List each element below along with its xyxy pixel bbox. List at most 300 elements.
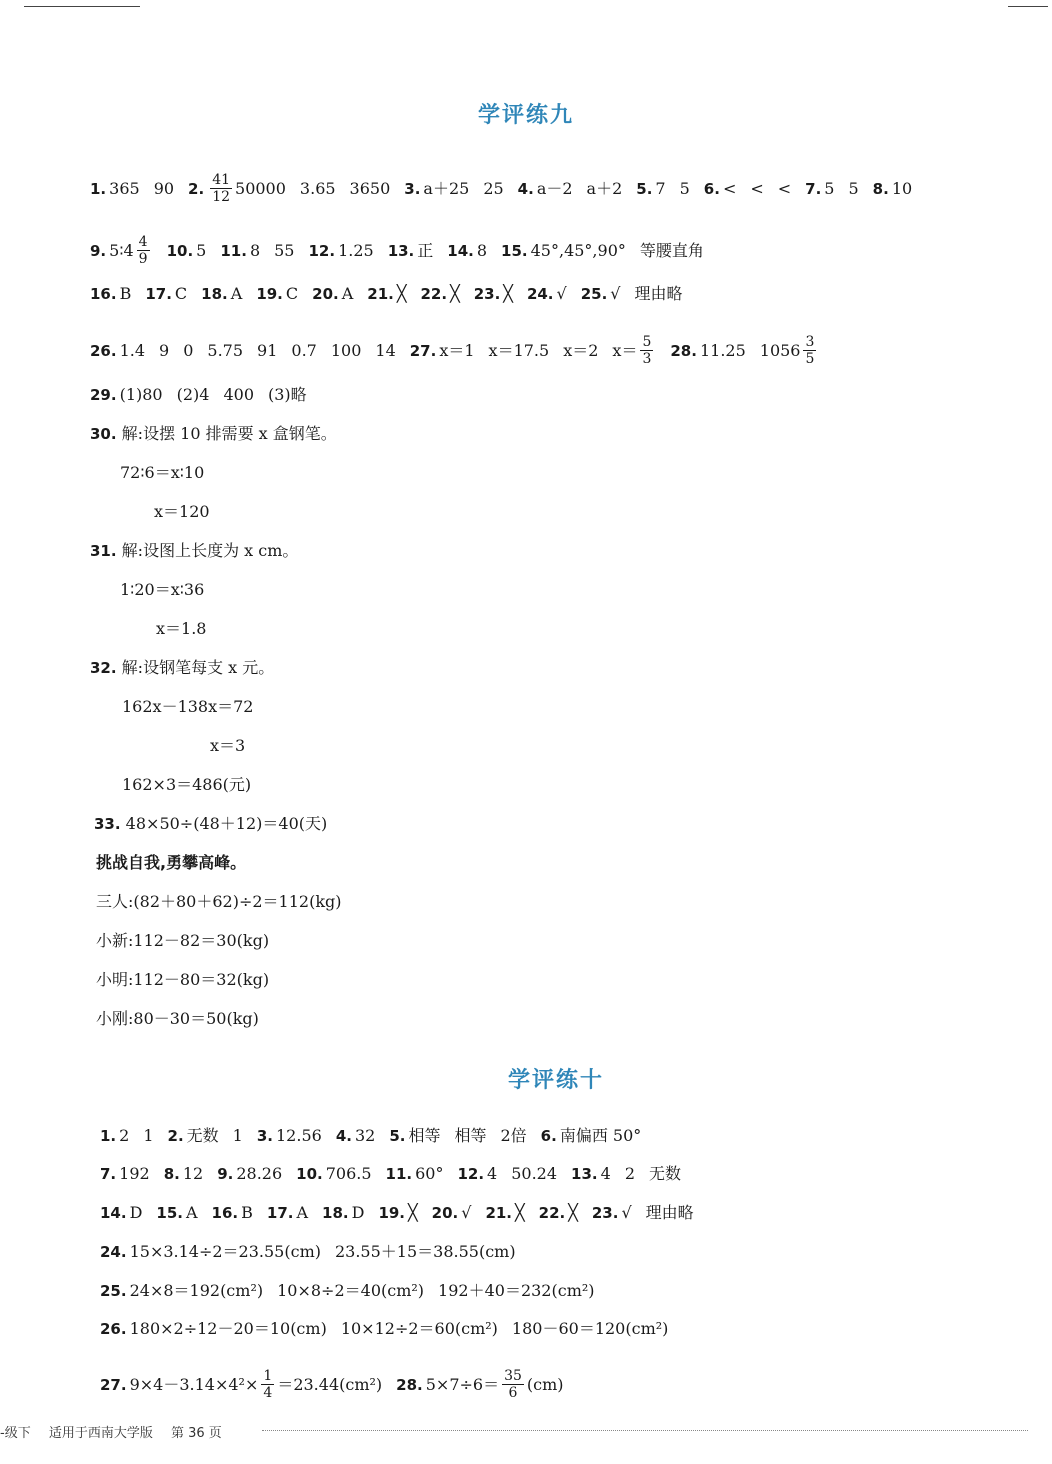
answer-values — [119, 1164, 150, 1184]
answer-item — [164, 1164, 204, 1184]
question-number: 16. — [211, 1204, 239, 1222]
answer-value: D — [351, 1203, 365, 1222]
answer-item — [501, 241, 704, 261]
answer-value: 25 — [483, 178, 504, 198]
answer-values — [130, 1203, 143, 1223]
question-number: 19. — [256, 285, 283, 303]
answer-value: 8 — [249, 240, 261, 260]
answer-values — [183, 1164, 203, 1184]
problem-step: x＝3 — [210, 736, 246, 755]
fraction — [640, 334, 653, 367]
fraction — [502, 1368, 524, 1401]
question-number: 21. — [367, 285, 394, 303]
answer-value: 14 — [375, 340, 396, 360]
question-number: 16. — [90, 285, 117, 303]
answer-values — [352, 1203, 365, 1223]
answer-item — [539, 1203, 578, 1223]
answer-item — [312, 284, 353, 304]
answer-value: (2)4 — [176, 385, 210, 404]
answer-line — [100, 1242, 530, 1262]
question-number: 25. — [580, 285, 608, 303]
answer-value: 180×2÷12－20＝10(cm) — [129, 1319, 327, 1338]
question-number: 23. — [591, 1204, 619, 1222]
answer-item — [100, 1242, 516, 1262]
answer-values — [568, 1203, 578, 1223]
answer-value: √ — [461, 1203, 472, 1222]
challenge-title: 挑战自我,勇攀高峰。 — [96, 853, 247, 872]
answer-values — [241, 1203, 253, 1223]
answer-item — [90, 385, 307, 405]
answer-value: D — [129, 1203, 143, 1222]
answer-value: 90 — [153, 178, 175, 198]
question-number: 20. — [431, 1204, 459, 1222]
problem-31 — [90, 541, 298, 561]
answer-value: 南偏西 50° — [559, 1126, 642, 1145]
answer-item — [217, 1164, 282, 1184]
answer-line — [90, 172, 926, 205]
answer-line — [100, 1203, 708, 1223]
answer-item — [296, 1164, 371, 1184]
answer-line — [100, 1164, 695, 1184]
answer-value: 9×4－3.14×4²× — [129, 1374, 259, 1394]
answer-value: 60° — [415, 1164, 444, 1183]
answer-item — [378, 1203, 417, 1223]
answer-item — [389, 1126, 526, 1146]
challenge-line: 三人:(82＋80＋62)÷2＝112(kg) — [96, 892, 342, 911]
answer-values — [186, 1203, 198, 1223]
answer-line — [90, 334, 833, 367]
question-number: 24. — [526, 285, 554, 303]
answer-value: 45°,45°,90° — [530, 240, 626, 260]
question-number: 11. — [220, 241, 247, 260]
answer-line — [100, 1319, 682, 1339]
answer-value: C — [174, 284, 188, 303]
answer-values — [236, 1164, 282, 1184]
answer-item — [100, 1368, 382, 1401]
answer-values — [286, 284, 298, 304]
fraction — [261, 1368, 274, 1401]
answer-item — [336, 1126, 376, 1146]
answer-value: 23.55＋15＝38.55(cm) — [334, 1242, 516, 1261]
answer-value: < — [750, 178, 764, 198]
answer-value: 无数 — [186, 1126, 219, 1145]
answer-item — [636, 179, 690, 199]
challenge-line: 小刚:80－30＝50(kg) — [96, 1009, 259, 1028]
fraction-denominator: 5 — [805, 351, 815, 367]
question-number: 29. — [90, 386, 117, 404]
answer-value: a＋25 — [423, 178, 470, 198]
question-number: 3. — [404, 179, 421, 198]
answer-item — [145, 284, 187, 304]
answer-values — [342, 284, 354, 304]
answer-value: 4 — [487, 1164, 498, 1183]
answer-item — [220, 241, 294, 261]
answer-value: 50.24 — [511, 1164, 558, 1183]
answer-value: 无数 — [649, 1164, 682, 1183]
answer-values — [655, 179, 689, 199]
answer-value: 4 — [600, 1164, 611, 1183]
answer-tail: ＝23.44(cm²) — [277, 1374, 383, 1394]
answer-values — [397, 284, 407, 304]
answer-item — [396, 1368, 563, 1401]
answer-value: √ — [621, 1203, 632, 1222]
answer-item — [457, 1164, 557, 1184]
answer-item — [367, 284, 406, 304]
question-number: 23. — [473, 285, 501, 303]
answer-value: 相等 — [454, 1126, 487, 1145]
answer-values — [338, 241, 374, 261]
answer-value: 理由略 — [634, 284, 683, 303]
page-footer — [0, 1422, 236, 1441]
answer-value: 5 — [848, 178, 859, 198]
fraction-denominator: 9 — [138, 251, 148, 267]
footer-page: 第 36 页 — [171, 1426, 222, 1441]
answer-value: 706.5 — [325, 1164, 372, 1183]
answer-value: 1 — [143, 1126, 154, 1145]
question-number: 28. — [396, 1375, 423, 1394]
fraction-numerator: 41 — [212, 172, 231, 188]
question-number: 9. — [90, 241, 107, 260]
question-number: 2. — [167, 1127, 184, 1145]
answer-value: 0.7 — [291, 340, 317, 360]
question-number: 6. — [703, 179, 720, 198]
answer-item — [474, 284, 513, 304]
answer-value: (1)80 — [119, 385, 163, 404]
answer-value: ╳ — [396, 284, 407, 303]
answer-line — [100, 1368, 578, 1401]
answer-values — [276, 1126, 322, 1146]
answer-value: 3.65 — [299, 178, 336, 198]
answer-value: 5×7÷6＝ — [425, 1374, 500, 1394]
answer-value: 5∶4 — [109, 240, 134, 260]
answer-values — [408, 1126, 526, 1146]
answer-value: 192＋40＝232(cm²) — [438, 1281, 595, 1300]
question-number: 27. — [100, 1375, 127, 1394]
question-number: 11. — [385, 1165, 413, 1183]
answer-values — [601, 1164, 681, 1184]
answer-value: 50000 — [235, 178, 286, 198]
question-number: 17. — [266, 1204, 294, 1222]
question-number: 8. — [163, 1165, 180, 1183]
answer-value: B — [241, 1203, 253, 1222]
answer-values — [109, 241, 134, 261]
question-number: 9. — [217, 1165, 234, 1183]
answer-item — [267, 1203, 308, 1223]
question-number: 5. — [389, 1127, 406, 1145]
answer-values — [120, 341, 396, 361]
answer-values — [892, 179, 912, 199]
answer-item — [432, 1203, 472, 1223]
answer-value: x＝1 — [439, 340, 475, 360]
answer-item — [421, 284, 460, 304]
answer-line — [100, 1281, 609, 1301]
answer-value: A — [230, 284, 243, 303]
answer-item — [541, 1126, 642, 1146]
question-number: 27. — [409, 341, 437, 360]
answer-item — [581, 284, 683, 304]
answer-value: 10 — [891, 178, 913, 198]
answer-value: A — [341, 284, 354, 303]
answer-item — [518, 179, 623, 199]
answer-item — [90, 234, 153, 267]
question-number: 14. — [447, 241, 474, 260]
answer-value: 2 — [119, 1126, 130, 1145]
answer-item — [386, 1164, 444, 1184]
answer-values — [187, 1126, 243, 1146]
problem-step: 1∶20＝x∶36 — [120, 580, 205, 599]
answer-value: 相等 — [408, 1126, 441, 1145]
question-number: 10. — [166, 241, 194, 260]
answer-values — [326, 1164, 372, 1184]
fraction-denominator: 3 — [642, 351, 652, 367]
answer-item — [592, 1203, 694, 1223]
answer-value: 7 — [655, 178, 666, 198]
answer-value: 1.4 — [119, 340, 146, 360]
answer-values — [250, 241, 295, 261]
answer-item — [167, 241, 207, 261]
problem-number: 31. — [90, 542, 117, 560]
fraction-denominator: 6 — [508, 1385, 518, 1401]
answer-values — [723, 179, 791, 199]
answer-value: ╳ — [408, 1203, 418, 1222]
question-number: 8. — [872, 179, 889, 198]
answer-value: ╳ — [450, 284, 460, 303]
question-number: 17. — [145, 285, 172, 303]
answer-value: √ — [610, 284, 621, 303]
answer-value: 91 — [257, 340, 278, 360]
answer-value: < — [777, 178, 792, 198]
answer-values — [557, 284, 567, 304]
answer-values — [235, 179, 390, 199]
question-number: 15. — [156, 1204, 183, 1222]
footer-dotted-rule — [262, 1430, 1028, 1431]
answer-value: 10×12÷2＝60(cm²) — [340, 1319, 498, 1338]
answer-item — [308, 241, 373, 261]
footer-grade: -级下 — [0, 1426, 31, 1441]
answer-value: ╳ — [515, 1203, 525, 1222]
answer-value: 5 — [824, 178, 835, 198]
question-number: 14. — [100, 1204, 127, 1222]
answer-value: ╳ — [503, 284, 513, 303]
answer-item — [168, 1126, 243, 1146]
question-number: 26. — [100, 1320, 127, 1338]
answer-value: 180－60＝120(cm²) — [511, 1319, 669, 1338]
answer-item — [527, 284, 567, 304]
problem-32 — [90, 658, 274, 678]
problem-step: x＝120 — [154, 502, 210, 521]
problem-number: 33. — [94, 815, 121, 833]
question-number: 4. — [335, 1127, 352, 1145]
question-number: 25. — [100, 1282, 127, 1300]
answer-value: a＋2 — [586, 178, 623, 198]
answer-values — [450, 284, 460, 304]
answer-values — [408, 1203, 418, 1223]
answer-value: 等腰直角 — [639, 240, 704, 260]
answer-values — [503, 284, 513, 304]
answer-value: 1056 — [759, 340, 801, 360]
answer-values — [487, 1164, 557, 1184]
answer-item — [90, 179, 174, 199]
answer-values — [130, 1375, 259, 1395]
answer-line — [90, 385, 321, 405]
question-number: 18. — [201, 285, 228, 303]
question-number: 28. — [670, 341, 697, 360]
answer-values — [130, 1242, 516, 1262]
answer-value: < — [722, 178, 737, 198]
answer-item — [256, 284, 298, 304]
answer-value: √ — [556, 284, 567, 303]
top-rule-right — [1008, 6, 1048, 7]
answer-value: B — [119, 284, 132, 303]
answer-values — [130, 1281, 595, 1301]
answer-value: 12.56 — [276, 1126, 322, 1145]
answer-values — [426, 1375, 499, 1395]
answer-value: ╳ — [568, 1203, 578, 1222]
problem-step: x＝1.8 — [156, 619, 207, 638]
answer-item — [322, 1203, 364, 1223]
answer-line — [100, 1126, 655, 1146]
answer-values — [109, 179, 174, 199]
answer-value: (3)略 — [268, 385, 307, 404]
problem-number: 32. — [90, 659, 117, 677]
answer-value: 28.26 — [236, 1164, 283, 1183]
answer-value: 0 — [183, 340, 194, 360]
answer-item — [670, 334, 819, 367]
question-number: 12. — [457, 1165, 485, 1183]
answer-item — [571, 1164, 681, 1184]
answer-values — [537, 179, 622, 199]
fraction — [803, 334, 816, 367]
problem-number: 30. — [90, 425, 117, 443]
fraction-numerator: 35 — [504, 1368, 522, 1384]
problem-step: 72∶6＝x∶10 — [120, 463, 205, 482]
answer-value: 2 — [624, 1164, 635, 1183]
answer-value: 正 — [417, 240, 434, 260]
answer-item — [100, 1319, 668, 1339]
answer-value: 3650 — [349, 178, 391, 198]
section-title-1: 学评练九 — [477, 103, 574, 128]
answer-item — [156, 1203, 197, 1223]
answer-values — [439, 341, 637, 361]
answer-values — [531, 241, 704, 261]
question-number: 13. — [387, 241, 415, 260]
answer-line — [90, 284, 697, 304]
problem-head: 解:设图上长度为 x cm。 — [121, 541, 299, 560]
fraction-denominator: 12 — [212, 189, 231, 205]
problem-33 — [94, 814, 327, 834]
answer-item — [485, 1203, 524, 1223]
answer-value: 1 — [232, 1126, 243, 1145]
answer-item — [404, 179, 503, 199]
question-number: 2. — [188, 179, 205, 198]
answer-item — [100, 1164, 150, 1184]
answer-values — [515, 1203, 525, 1223]
answer-value: x＝17.5 — [488, 340, 550, 360]
answer-values — [355, 1126, 375, 1146]
answer-value: C — [285, 284, 299, 303]
top-rule-left — [24, 6, 140, 7]
answer-value: 100 — [330, 340, 362, 360]
answer-values — [196, 241, 206, 261]
answer-values — [610, 284, 682, 304]
answer-value: 5 — [196, 240, 207, 260]
answer-values — [417, 241, 433, 261]
question-number: 3. — [256, 1127, 273, 1145]
footer-edition: 适用于西南大学版 — [48, 1426, 153, 1441]
answer-item — [212, 1203, 253, 1223]
answer-values — [461, 1203, 471, 1223]
answer-item — [188, 172, 390, 205]
problem-step: 162x－138x＝72 — [122, 697, 254, 716]
fraction-numerator: 3 — [805, 334, 815, 350]
question-number: 18. — [322, 1204, 349, 1222]
question-number: 5. — [636, 179, 653, 198]
question-number: 1. — [100, 1127, 117, 1145]
answer-value: A — [185, 1203, 198, 1222]
answer-value: 1.25 — [338, 240, 374, 260]
answer-value: 8 — [476, 240, 488, 260]
question-number: 22. — [420, 285, 448, 303]
answer-values — [477, 241, 487, 261]
answer-values — [621, 1203, 693, 1223]
problem-head: 解:设摆 10 排需要 x 盒钢笔。 — [121, 424, 337, 443]
answer-value: 理由略 — [645, 1203, 694, 1222]
answer-value: A — [296, 1203, 309, 1222]
answer-value: 365 — [109, 178, 140, 198]
answer-value: 10×8÷2＝40(cm²) — [277, 1281, 425, 1300]
answer-item — [90, 341, 396, 361]
fraction-numerator: 4 — [138, 234, 148, 250]
question-number: 4. — [517, 179, 534, 198]
fraction — [137, 234, 150, 267]
question-number: 10. — [296, 1165, 323, 1183]
answer-item — [410, 334, 657, 367]
problem-head: 48×50÷(48＋12)＝40(天) — [125, 814, 328, 833]
answer-item — [201, 284, 242, 304]
answer-value: 32 — [354, 1126, 376, 1145]
answer-values — [560, 1126, 641, 1146]
answer-value: 12 — [182, 1164, 204, 1183]
question-number: 1. — [90, 179, 107, 198]
question-number: 19. — [378, 1204, 406, 1222]
question-number: 15. — [501, 241, 528, 260]
answer-value: 5.75 — [207, 340, 244, 360]
answer-value: x＝2 — [563, 340, 599, 360]
answer-line — [90, 234, 718, 267]
answer-item — [100, 1203, 142, 1223]
answer-values — [119, 1126, 153, 1146]
answer-values — [130, 1319, 669, 1339]
question-number: 26. — [90, 341, 117, 360]
answer-item — [100, 1281, 595, 1301]
answer-values — [175, 284, 187, 304]
answer-values — [296, 1203, 308, 1223]
answer-value: 11.25 — [699, 340, 746, 360]
answer-values — [415, 1164, 443, 1184]
answer-values — [231, 284, 243, 304]
challenge-line: 小明:112－80＝32(kg) — [96, 970, 270, 989]
question-number: 21. — [485, 1204, 513, 1222]
answer-item — [257, 1126, 322, 1146]
answer-values — [824, 179, 858, 199]
answer-value: 55 — [274, 240, 295, 260]
question-number: 24. — [100, 1243, 127, 1261]
answer-item — [805, 179, 859, 199]
fraction-denominator: 4 — [263, 1385, 273, 1401]
question-number: 20. — [312, 285, 339, 303]
section-title-2: 学评练十 — [507, 1068, 604, 1093]
answer-value: 24×8＝192(cm²) — [129, 1281, 264, 1300]
